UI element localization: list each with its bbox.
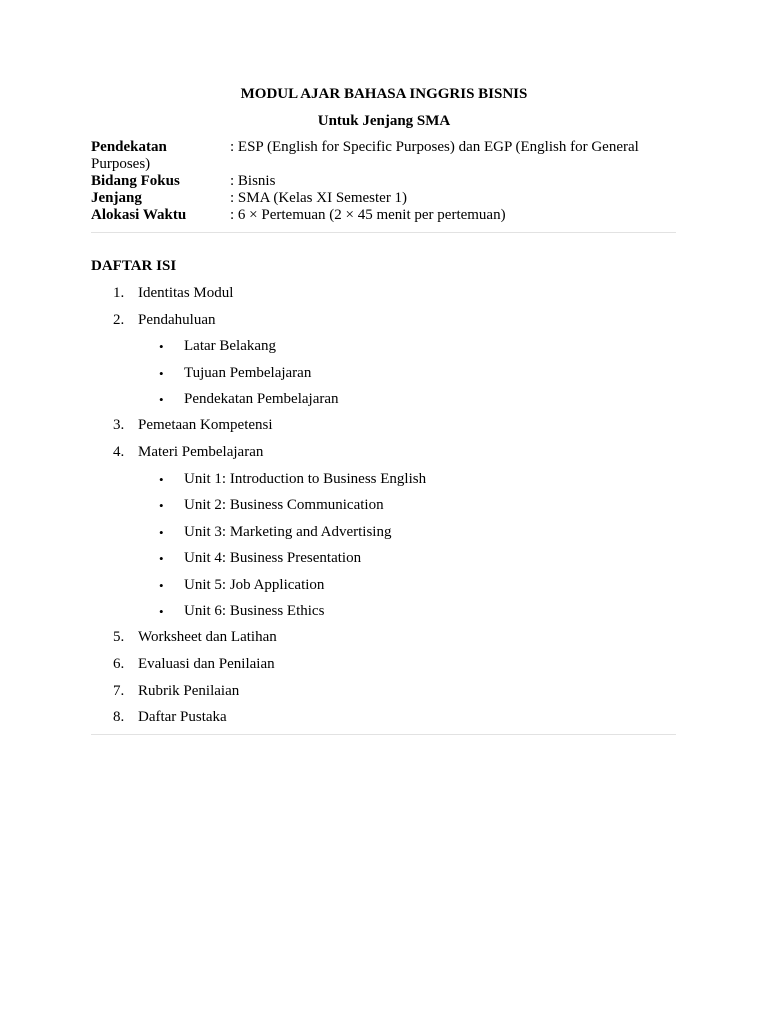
toc-heading: DAFTAR ISI	[91, 258, 177, 274]
toc-subitem-label: Unit 6: Business Ethics	[184, 603, 325, 619]
toc-item-number: 6.	[113, 656, 125, 672]
meta-row-pendekatan	[91, 139, 676, 173]
toc-subitem-label: Unit 4: Business Presentation	[184, 550, 362, 566]
bullet-icon: •	[159, 604, 164, 619]
toc-item-number: 7.	[113, 683, 125, 699]
bullet-icon: •	[159, 551, 164, 566]
meta-label-alokasi-waktu: Alokasi Waktu	[91, 207, 187, 223]
bullet-icon: •	[159, 498, 164, 513]
toc-item-label: Evaluasi dan Penilaian	[138, 656, 275, 672]
meta-value-pendekatan-continued: Purposes)	[91, 156, 151, 172]
toc-item-number: 2.	[113, 312, 125, 328]
toc-subitem-label: Unit 1: Introduction to Business English	[184, 471, 427, 487]
meta-label-pendekatan: Pendekatan	[91, 139, 167, 155]
meta-value-bidang-fokus: : Bisnis	[230, 173, 276, 189]
toc-subitem-label: Pendekatan Pembelajaran	[184, 391, 339, 407]
divider-bottom	[91, 734, 676, 735]
meta-label-jenjang: Jenjang	[91, 190, 142, 206]
meta-row-jenjang	[91, 190, 676, 207]
bullet-icon: •	[159, 366, 164, 381]
toc-item-number: 3.	[113, 417, 125, 433]
toc-subitem-label: Latar Belakang	[184, 338, 277, 354]
toc-item-label: Rubrik Penilaian	[138, 683, 240, 699]
toc-subitem-label: Unit 2: Business Communication	[184, 497, 384, 513]
toc-subitem-label: Unit 5: Job Application	[184, 577, 325, 593]
bullet-icon: •	[159, 392, 164, 407]
toc-item-label: Identitas Modul	[138, 285, 234, 301]
toc-item-label: Pendahuluan	[138, 312, 216, 328]
document-title: MODUL AJAR BAHASA INGGRIS BISNIS	[240, 86, 528, 102]
meta-label-bidang-fokus: Bidang Fokus	[91, 173, 180, 189]
divider-top	[91, 232, 676, 233]
meta-value-pendekatan: : ESP (English for Specific Purposes) dan EGP (English for General	[230, 139, 639, 155]
toc-item-label: Worksheet dan Latihan	[138, 629, 277, 645]
bullet-icon: •	[159, 339, 164, 354]
toc-subitem-label: Unit 3: Marketing and Advertising	[184, 524, 392, 540]
meta-row-bidang-fokus	[91, 173, 676, 190]
toc-item-number: 4.	[113, 444, 125, 460]
bullet-icon: •	[159, 578, 164, 593]
toc-subitem-label: Tujuan Pembelajaran	[184, 365, 312, 381]
meta-value-jenjang: : SMA (Kelas XI Semester 1)	[230, 190, 408, 206]
toc-item-number: 8.	[113, 709, 125, 725]
toc-item-label: Materi Pembelajaran	[138, 444, 264, 460]
toc-item-label: Pemetaan Kompetensi	[138, 417, 273, 433]
module-info	[91, 139, 676, 224]
toc-item-label: Daftar Pustaka	[138, 709, 227, 725]
bullet-icon: •	[159, 525, 164, 540]
meta-row-alokasi-waktu	[91, 207, 676, 224]
toc-item-number: 5.	[113, 629, 125, 645]
bullet-icon: •	[159, 472, 164, 487]
meta-value-alokasi-waktu: : 6 × Pertemuan (2 × 45 menit per pertemuan)	[230, 207, 506, 223]
toc-item-number: 1.	[113, 285, 125, 301]
document-subtitle: Untuk Jenjang SMA	[317, 113, 451, 129]
